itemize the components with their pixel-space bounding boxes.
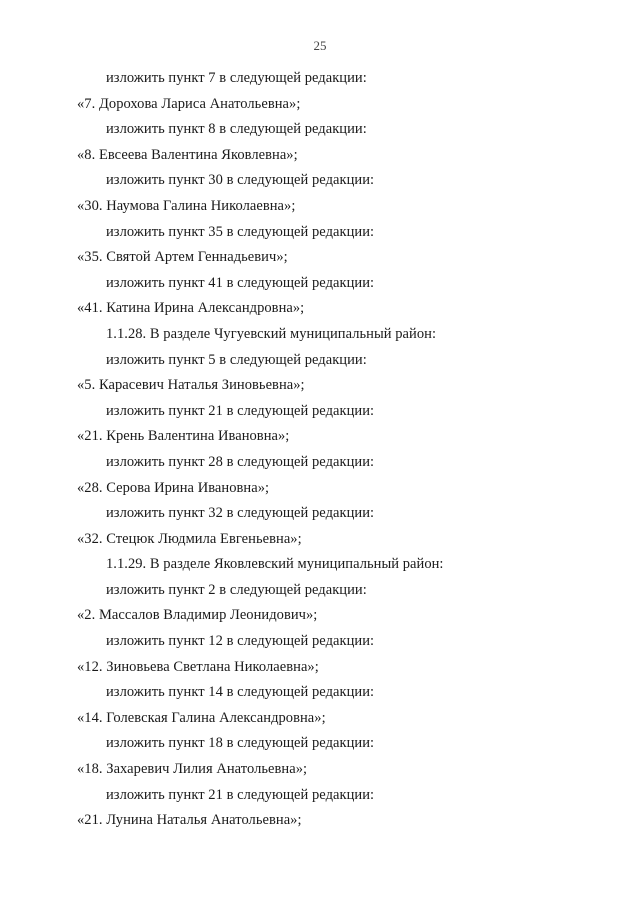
- instruction-line: изложить пункт 28 в следующей редакции:: [106, 453, 375, 470]
- instruction-line: изложить пункт 2 в следующей редакции:: [106, 581, 367, 598]
- list-item-line: «8. Евсеева Валентина Яковлевна»;: [77, 146, 298, 163]
- list-item-line: «12. Зиновьева Светлана Николаевна»;: [77, 658, 319, 675]
- instruction-line: 1.1.28. В разделе Чугуевский муниципальный район:: [106, 325, 437, 342]
- list-item-line: «21. Крень Валентина Ивановна»;: [77, 428, 290, 445]
- list-item-line: «18. Захаревич Лилия Анатольевна»;: [77, 761, 308, 778]
- list-item-line: «5. Карасевич Наталья Зиновьевна»;: [77, 377, 305, 394]
- list-item-line: «21. Лунина Наталья Анатольевна»;: [77, 812, 302, 829]
- instruction-line: изложить пункт 5 в следующей редакции:: [106, 351, 367, 368]
- instruction-line: изложить пункт 18 в следующей редакции:: [106, 735, 375, 752]
- list-item-line: «28. Серова Ирина Ивановна»;: [77, 479, 270, 496]
- instruction-line: изложить пункт 32 в следующей редакции:: [106, 505, 375, 522]
- instruction-line: изложить пункт 21 в следующей редакции:: [106, 786, 375, 803]
- list-item-line: «35. Святой Артем Геннадьевич»;: [77, 249, 288, 266]
- list-item-line: «14. Голевская Галина Александровна»;: [77, 709, 326, 726]
- instruction-line: изложить пункт 12 в следующей редакции:: [106, 633, 375, 650]
- instruction-line: 1.1.29. В разделе Яковлевский муниципальный район:: [106, 556, 444, 573]
- document-body: [0, 70, 640, 838]
- list-item-line: «32. Стецюк Людмила Евгеньевна»;: [77, 530, 302, 547]
- list-item-line: «7. Дорохова Лариса Анатольевна»;: [77, 95, 301, 112]
- instruction-line: изложить пункт 35 в следующей редакции:: [106, 223, 375, 240]
- instruction-line: изложить пункт 14 в следующей редакции:: [106, 684, 375, 701]
- instruction-line: изложить пункт 21 в следующей редакции:: [106, 402, 375, 419]
- list-item-line: «30. Наумова Галина Николаевна»;: [77, 197, 296, 214]
- instruction-line: изложить пункт 8 в следующей редакции:: [106, 121, 367, 138]
- list-item-line: «41. Катина Ирина Александровна»;: [77, 300, 305, 317]
- instruction-line: изложить пункт 41 в следующей редакции:: [106, 274, 375, 291]
- instruction-line: изложить пункт 7 в следующей редакции:: [106, 70, 367, 86]
- instruction-line: изложить пункт 30 в следующей редакции:: [106, 172, 375, 189]
- list-item-line: «2. Массалов Владимир Леонидович»;: [77, 607, 318, 624]
- page-number: 25: [313, 38, 327, 53]
